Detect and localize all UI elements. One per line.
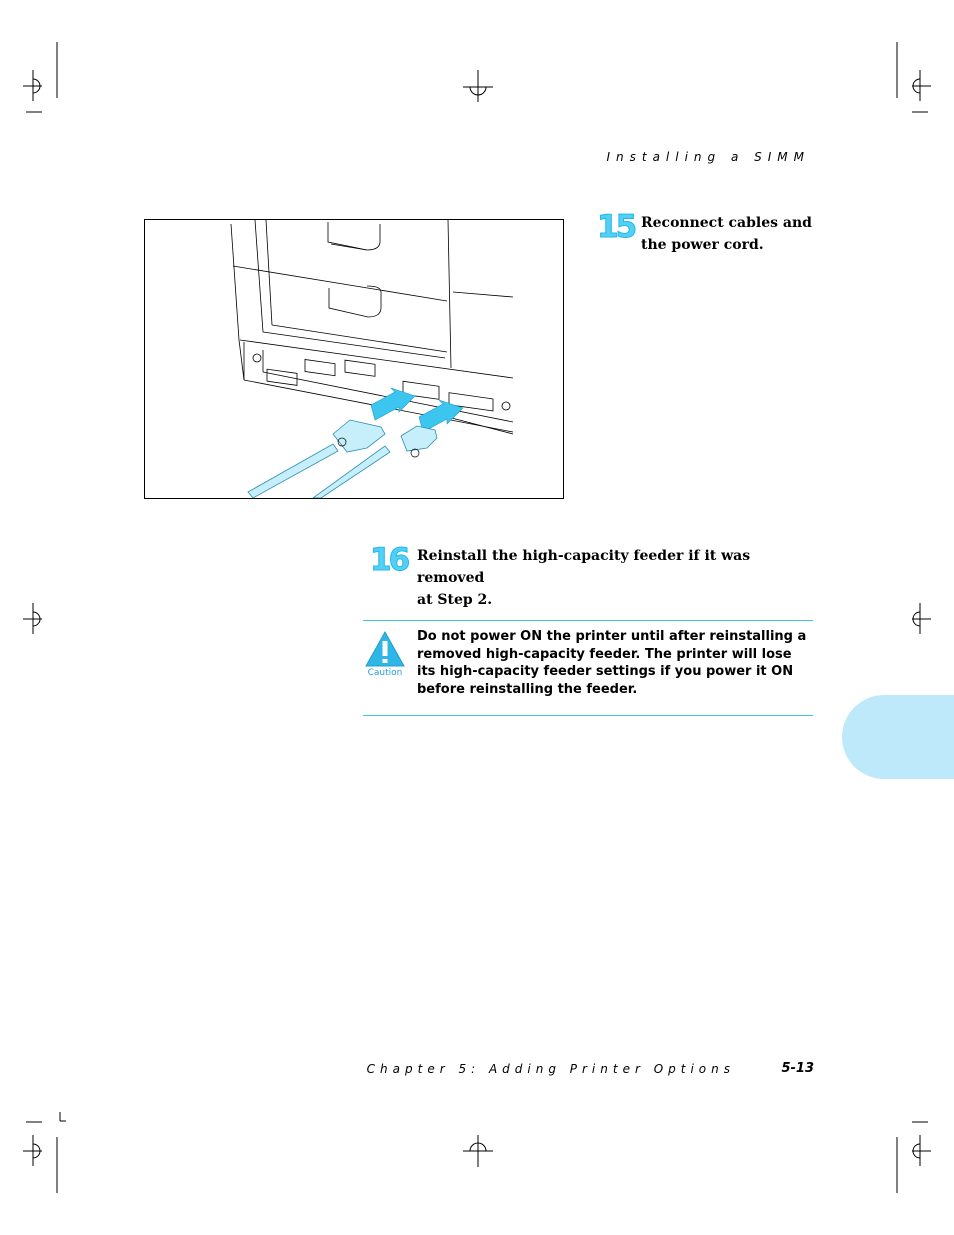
running-footer: Chapter 5: Adding Printer Options — [366, 1062, 735, 1076]
step-15-line-2: the power cord. — [641, 237, 764, 253]
step-16-line-1: Reinstall the high-capacity feeder if it was removed — [417, 548, 751, 586]
printer-rear-illustration — [144, 219, 564, 499]
step-16-line-2: at Step 2. — [417, 592, 493, 608]
step-15-text — [641, 212, 816, 256]
chapter-thumb-tab — [842, 695, 954, 779]
caution-exclamation-icon — [364, 630, 406, 668]
running-header: Installing a SIMM — [606, 150, 810, 164]
caution-text: Do not power ON the printer until after reinstalling a removed high-capacity feeder. The printer will lose its high-capacity feeder settings if you power it ON before reinstalling the feeder. — [417, 629, 807, 697]
step-16-text — [417, 545, 817, 611]
caution-label: Caution — [367, 668, 403, 678]
page-number: 5-13 — [781, 1061, 814, 1076]
caution-bottom-rule — [363, 715, 813, 716]
caution-top-rule — [363, 620, 813, 621]
step-15-line-1: Reconnect cables and — [641, 215, 812, 231]
step-number-15: 15 — [597, 209, 635, 245]
printer-cable-drawing — [145, 220, 563, 498]
step-number-16: 16 — [370, 542, 408, 578]
